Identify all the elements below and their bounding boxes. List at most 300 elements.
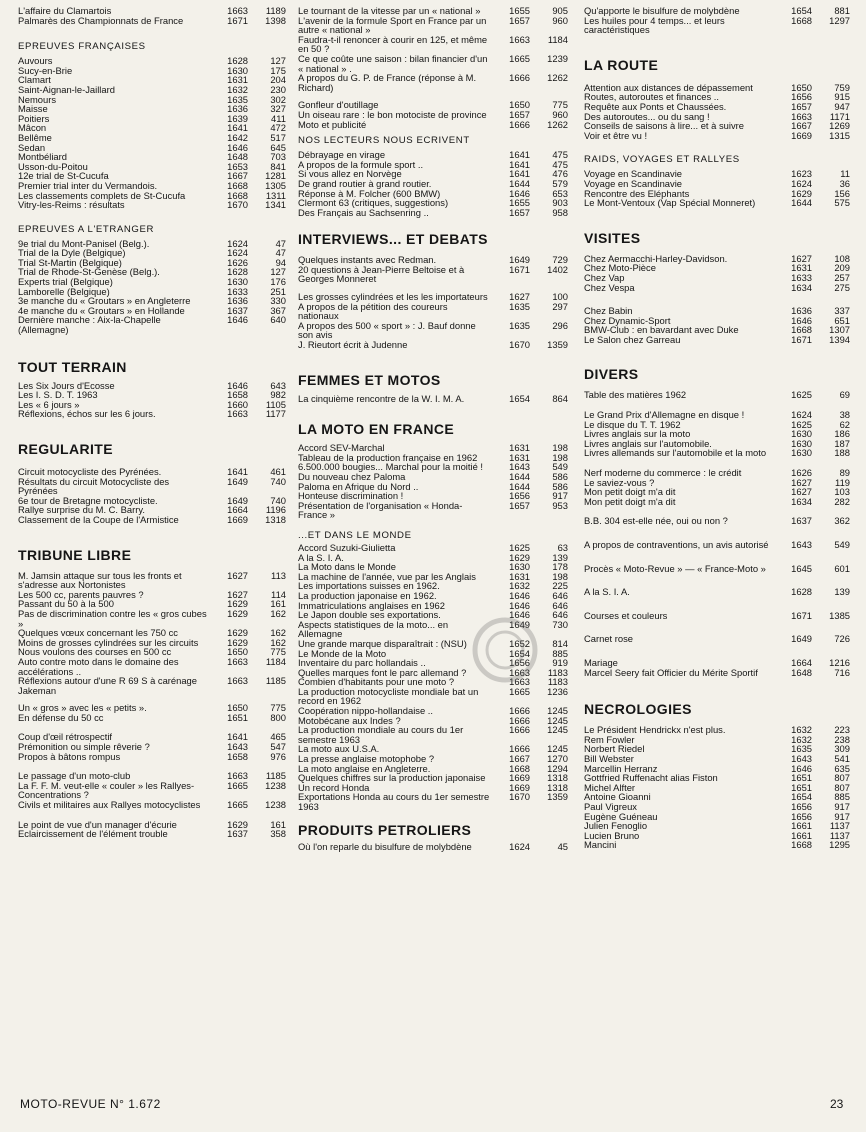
entry-title: 6e tour de Bretagne motocycliste.: [18, 494, 158, 506]
entry-page-number: 960: [552, 108, 568, 120]
entry-page-number: 917: [552, 490, 568, 502]
entry-page-number: 186: [834, 428, 850, 440]
entry-issue-number: 1641: [227, 466, 248, 477]
entry-page-number: 775: [270, 702, 286, 714]
entry-issue-number: 1646: [509, 609, 530, 621]
entry-title: Attention aux distances de dépassement: [584, 81, 753, 93]
entry-page-number: 1281: [265, 170, 286, 182]
section-heading: REGULARITE: [18, 441, 113, 457]
entry-issue-number: 1671: [791, 333, 812, 345]
index-entry: [298, 265, 568, 284]
entry-page-number: 1184: [547, 33, 568, 45]
entry-title: Routes, autoroutes et finances ..: [584, 91, 719, 103]
entry-issue-number: 1629: [227, 598, 248, 610]
index-entry: [298, 842, 568, 852]
spacer: [584, 140, 850, 154]
entry-page-number: 94: [275, 256, 286, 268]
entry-issue-number: 1646: [509, 187, 530, 199]
entry-title: Julien Fenoglio: [584, 820, 648, 832]
spacer: [298, 520, 568, 530]
entry-title: Rencontre des Eléphants: [584, 187, 690, 199]
entry-issue-number: 1642: [227, 131, 248, 143]
entry-issue-number: 1650: [227, 702, 248, 714]
entry-title: 12e trial de St-Cucufa: [18, 170, 109, 182]
entry-page-number: 275: [834, 281, 850, 293]
spacer: [584, 526, 850, 540]
entry-issue-number: 1635: [227, 93, 248, 105]
entry-title: Quelles marques font le parc allemand ?: [298, 666, 467, 678]
entry-page-number: 162: [270, 627, 286, 639]
entry-title: Tableau de la production française en 1962: [298, 451, 478, 463]
entry-issue-number: 1625: [791, 389, 812, 401]
entry-title: La moto anglaise en Angleterre.: [298, 762, 431, 774]
entry-page-number: 1398: [265, 14, 286, 26]
section-heading: NOS LECTEURS NOUS ECRIVENT: [298, 135, 470, 147]
entry-page-number: 905: [552, 5, 568, 16]
entry-issue-number: 1665: [509, 52, 530, 64]
entry-page-number: 1359: [547, 339, 568, 351]
entry-title: Le Président Hendrickx n'est plus.: [584, 724, 726, 736]
entry-page-number: 1341: [265, 199, 286, 211]
entry-page-number: 1385: [829, 609, 850, 621]
entry-title: Quelques vœux concernant les 750 cc: [18, 627, 178, 639]
entry-page-number: 579: [552, 177, 568, 189]
index-column-left: [18, 6, 286, 839]
entry-issue-number: 1650: [227, 646, 248, 658]
entry-page-number: 358: [270, 828, 286, 840]
entry-title: Livres allemands sur l'automobile et la moto: [584, 447, 767, 459]
entry-issue-number: 1663: [227, 675, 248, 687]
entry-page-number: 1359: [547, 791, 568, 803]
entry-title: Quelques instants avec Redman.: [298, 254, 437, 266]
index-entry: [584, 634, 850, 644]
entry-page-number: 1137: [829, 820, 850, 832]
entry-issue-number: 1629: [227, 636, 248, 648]
entry-title: A la S. I. A.: [584, 586, 630, 598]
entry-page-number: 645: [270, 141, 286, 153]
entry-issue-number: 1632: [791, 733, 812, 745]
entry-page-number: 1297: [829, 14, 850, 26]
spacer: [584, 597, 850, 611]
entry-page-number: 69: [839, 389, 850, 401]
entry-title: Nous voulons des courses en 500 cc: [18, 646, 172, 658]
entry-page-number: 198: [552, 451, 568, 463]
entry-issue-number: 1624: [791, 177, 812, 189]
entry-page-number: 807: [834, 772, 850, 784]
entry-issue-number: 1628: [227, 55, 248, 67]
spacer: [584, 644, 850, 658]
entry-issue-number: 1641: [227, 731, 248, 743]
index-entry: [584, 587, 850, 597]
entry-issue-number: 1663: [227, 770, 248, 782]
entry-title: Circuit motocycliste des Pyrénées.: [18, 466, 162, 477]
entry-page-number: 1245: [547, 724, 568, 736]
spacer: [584, 550, 850, 564]
entry-issue-number: 1641: [509, 149, 530, 161]
entry-title: 3e manche du « Groutars » en Angleterre: [18, 295, 191, 307]
entry-title: Les I. S. D. T. 1963: [18, 389, 98, 401]
entry-title: Sucy-en-Brie: [18, 64, 73, 76]
entry-page-number: 646: [552, 599, 568, 611]
entry-page-number: 586: [552, 480, 568, 492]
entry-title: La F. F. M. veut-elle « couler » les Rallyes-Concentrations ?: [18, 779, 195, 801]
entry-title: De grand routier à grand routier.: [298, 177, 432, 189]
entry-page-number: 204: [270, 74, 286, 86]
entry-issue-number: 1651: [791, 772, 812, 784]
entry-title: Classement de la Coupe de l'Armistice: [18, 513, 179, 525]
entry-issue-number: 1667: [227, 170, 248, 182]
entry-page-number: 1245: [547, 705, 568, 717]
entry-issue-number: 1630: [509, 561, 530, 573]
spacer: [18, 525, 286, 547]
index-entry: [18, 200, 286, 210]
entry-page-number: 730: [552, 618, 568, 630]
entry-title: Clermont 63 (critiques, suggestions): [298, 197, 449, 209]
spacer: [18, 25, 286, 41]
entry-title: Un oiseau rare : le bon motociste de province: [298, 108, 487, 120]
entry-page-number: 740: [270, 475, 286, 487]
entry-page-number: 1318: [547, 772, 568, 784]
entry-title: Chez Vap: [584, 271, 625, 283]
section-heading: LA ROUTE: [584, 56, 659, 73]
entry-page-number: 175: [270, 64, 286, 76]
entry-issue-number: 1657: [509, 499, 530, 511]
index-entry: [584, 131, 850, 141]
entry-page-number: 976: [270, 750, 286, 762]
entry-page-number: 1184: [265, 655, 286, 667]
entry-issue-number: 1637: [227, 304, 248, 316]
entry-title: Carnet rose: [584, 633, 633, 645]
entry-title: Moins de grosses cylindrées sur les circuits: [18, 636, 199, 648]
entry-issue-number: 1629: [791, 187, 812, 199]
entry-issue-number: 1665: [227, 779, 248, 791]
entry-title: Si vous allez en Norvège: [298, 168, 402, 180]
entry-page-number: 1236: [547, 685, 568, 697]
section-heading: FEMMES ET MOTOS: [298, 371, 441, 388]
entry-title: Voyage en Scandinavie: [584, 177, 682, 189]
entry-page-number: 230: [270, 83, 286, 95]
watermark-logo: [470, 614, 540, 686]
entry-issue-number: 1643: [791, 539, 812, 550]
index-entry: [298, 394, 568, 404]
index-entry: [584, 497, 850, 507]
entry-title: Accord Suzuki-Giulietta: [298, 541, 396, 553]
entry-page-number: 1105: [265, 398, 286, 410]
entry-title: L'affaire du Clamartois: [18, 5, 112, 16]
entry-issue-number: 1668: [227, 179, 248, 191]
index-entry: [584, 198, 850, 208]
entry-title: 20 questions à Jean-Pierre Beltoise et à Georges Monneret: [298, 263, 465, 285]
entry-page-number: 225: [552, 580, 568, 592]
entry-page-number: 643: [270, 379, 286, 391]
entry-issue-number: 1625: [791, 418, 812, 430]
entry-page-number: 807: [834, 781, 850, 793]
entry-page-number: 62: [839, 418, 850, 430]
entry-issue-number: 1639: [227, 112, 248, 124]
entry-page-number: 1311: [265, 189, 286, 201]
entry-title: Trial de la Dyle (Belgique): [18, 247, 126, 259]
entry-page-number: 139: [834, 586, 850, 598]
entry-title: Le point de vue d'un manager d'écurie: [18, 818, 177, 830]
page-number: 23: [830, 1097, 844, 1111]
entry-issue-number: 1630: [227, 276, 248, 288]
index-entry: [298, 120, 568, 130]
entry-issue-number: 1656: [791, 800, 812, 812]
entry-page-number: 257: [834, 271, 850, 283]
index-entry: [584, 611, 850, 621]
entry-title: Mariage: [584, 656, 618, 668]
entry-title: Débrayage en virage: [298, 149, 386, 161]
entry-title: Un « gros » avec les « petits ».: [18, 702, 147, 714]
entry-title: La production japonaise en 1962.: [298, 589, 437, 601]
entry-issue-number: 1663: [227, 5, 248, 16]
entry-title: Antoine Gioanni: [584, 791, 651, 803]
entry-title: Du nouveau chez Paloma: [298, 471, 406, 482]
section-heading: TOUT TERRAIN: [18, 358, 127, 375]
entry-page-number: 703: [270, 151, 286, 163]
magazine-issue-footer: MOTO-REVUE N° 1.672: [20, 1097, 161, 1111]
entry-issue-number: 1630: [227, 64, 248, 76]
entry-title: Les huiles pour 4 temps... et leurs caractéristiques: [584, 14, 725, 36]
entry-page-number: 917: [834, 810, 850, 822]
entry-title: A propos du G. P. de France (réponse à M. Richard): [298, 72, 477, 93]
entry-title: 6.500.000 bougies... Marchal pour la moitié !: [298, 461, 484, 473]
entry-title: BMW-Club : en bavardant avec Duke: [584, 324, 739, 336]
entry-title: Eclaircissement de l'élément trouble: [18, 828, 168, 840]
entry-issue-number: 1661: [791, 829, 812, 841]
entry-issue-number: 1668: [509, 762, 530, 774]
entry-title: Rallye surprise du M. C. Barry.: [18, 504, 145, 516]
entry-page-number: 575: [834, 197, 850, 209]
index-entry: [298, 725, 568, 744]
entry-title: Réflexions, échos sur les 6 jours.: [18, 408, 156, 420]
entry-page-number: 800: [270, 711, 286, 723]
entry-issue-number: 1658: [227, 750, 248, 762]
entry-issue-number: 1669: [227, 513, 248, 525]
entry-issue-number: 1657: [509, 206, 530, 218]
section-heading: EPREUVES A L'ETRANGER: [18, 223, 154, 235]
entry-page-number: 1295: [829, 839, 850, 851]
index-entry: [584, 335, 850, 345]
entry-page-number: 1245: [547, 714, 568, 726]
entry-page-number: 176: [270, 276, 286, 288]
entry-page-number: 327: [270, 103, 286, 115]
index-entry: [298, 16, 568, 35]
entry-title: Le Grand Prix d'Allemagne en disque !: [584, 409, 745, 421]
entry-title: Les Six Jours d'Ecosse: [18, 379, 115, 391]
entry-issue-number: 1669: [509, 781, 530, 793]
entry-title: Moto et publicité: [298, 118, 367, 130]
entry-issue-number: 1641: [509, 168, 530, 180]
entry-page-number: 472: [270, 122, 286, 134]
entry-title: Mancini: [584, 839, 617, 851]
entry-issue-number: 1636: [227, 103, 248, 115]
entry-title: Table des matières 1962: [584, 389, 687, 401]
spacer: [298, 812, 568, 822]
entry-issue-number: 1657: [509, 108, 530, 120]
entry-title: La presse anglaise motophobe ?: [298, 753, 435, 765]
entry-title: Requête aux Ponts et Chaussées.: [584, 100, 727, 112]
entry-title: Livres anglais sur l'automobile.: [584, 437, 712, 449]
entry-page-number: 465: [270, 731, 286, 743]
entry-title: Lamborelle (Belgique): [18, 285, 110, 297]
entry-page-number: 646: [552, 609, 568, 621]
entry-page-number: 1402: [547, 263, 568, 275]
entry-issue-number: 1671: [227, 14, 248, 26]
entry-page-number: 100: [552, 291, 568, 303]
entry-issue-number: 1649: [227, 494, 248, 506]
entry-title: Paul Vigreux: [584, 800, 637, 812]
entry-page-number: 1239: [547, 52, 568, 64]
entry-page-number: 917: [834, 800, 850, 812]
entry-title: La production motocycliste mondiale bat un record en 1962: [298, 685, 479, 707]
entry-issue-number: 1627: [509, 291, 530, 303]
entry-page-number: 139: [552, 551, 568, 563]
entry-issue-number: 1643: [791, 752, 812, 764]
entry-issue-number: 1629: [227, 818, 248, 830]
entry-page-number: 960: [552, 14, 568, 26]
entry-page-number: 1262: [547, 118, 568, 130]
section-heading: TRIBUNE LIBRE: [18, 546, 132, 563]
entry-issue-number: 1670: [509, 791, 530, 803]
entry-page-number: 729: [552, 254, 568, 266]
entry-issue-number: 1663: [227, 408, 248, 420]
entry-page-number: 156: [834, 187, 850, 199]
entry-issue-number: 1656: [791, 91, 812, 103]
spacer: [18, 335, 286, 359]
entry-page-number: 864: [552, 392, 568, 404]
entry-page-number: 547: [270, 741, 286, 753]
entry-issue-number: 1654: [509, 392, 530, 404]
entry-page-number: 1238: [265, 779, 286, 791]
index-entry: [298, 54, 568, 73]
entry-page-number: 188: [834, 447, 850, 459]
section-heading: INTERVIEWS... ET DEBATS: [298, 231, 488, 248]
entry-page-number: 251: [270, 285, 286, 297]
entry-page-number: 1137: [829, 829, 850, 841]
index-entry: [18, 409, 286, 419]
entry-page-number: 63: [557, 541, 568, 553]
entry-issue-number: 1668: [791, 324, 812, 336]
entry-title: Combien d'habitants pour une moto ?: [298, 676, 455, 688]
entry-page-number: 282: [834, 495, 850, 507]
entry-issue-number: 1664: [227, 504, 248, 516]
section-heading: NECROLOGIES: [584, 701, 692, 718]
index-entry: [584, 516, 850, 526]
entry-issue-number: 1649: [791, 633, 812, 645]
entry-issue-number: 1648: [791, 666, 812, 678]
entry-title: Inventaire du parc hollandais ..: [298, 657, 426, 669]
entry-issue-number: 1657: [509, 14, 530, 26]
entry-page-number: 1307: [829, 324, 850, 336]
index-entry: [298, 792, 568, 811]
entry-issue-number: 1666: [509, 72, 530, 84]
spacer: [298, 217, 568, 231]
entry-title: Rem Fowler: [584, 733, 635, 745]
entry-issue-number: 1646: [227, 141, 248, 153]
entry-page-number: 841: [270, 160, 286, 172]
entry-title: Les « 6 jours »: [18, 398, 80, 410]
entry-title: Chez Vespa: [584, 281, 635, 293]
entry-title: Ce que coûte une saison : bilan financier d'un « national » .: [298, 52, 488, 74]
entry-page-number: 1216: [829, 656, 850, 668]
entry-issue-number: 1667: [509, 753, 530, 765]
entry-issue-number: 1652: [509, 637, 530, 649]
entry-issue-number: 1636: [791, 305, 812, 317]
entry-title: Propos à bâtons rompus: [18, 750, 121, 762]
section-heading: RAIDS, VOYAGES ET RALLYES: [584, 154, 740, 166]
spacer: [18, 210, 286, 224]
index-entry: [18, 676, 286, 695]
entry-title: Livres anglais sur la moto: [584, 428, 691, 440]
entry-issue-number: 1631: [509, 442, 530, 454]
entry-title: La production mondiale au cours du 1er semestre 1963: [298, 724, 464, 745]
entry-page-number: 953: [552, 499, 568, 511]
entry-page-number: 297: [552, 300, 568, 312]
entry-issue-number: 1641: [227, 122, 248, 134]
entry-title: Immatriculations anglaises en 1962: [298, 599, 445, 611]
entry-page-number: 915: [834, 91, 850, 103]
entry-title: L'avenir de la formule Sport en France par un autre « national »: [298, 14, 487, 36]
entry-issue-number: 1660: [227, 398, 248, 410]
entry-page-number: 89: [839, 467, 850, 479]
entry-title: Motobécane aux Indes ?: [298, 714, 401, 726]
entry-title: Le Japon double ses exportations.: [298, 609, 441, 621]
entry-issue-number: 1655: [509, 197, 530, 209]
entry-title: Faudra-t-il renoncer à courir en 125, et même en 50 ?: [298, 33, 488, 55]
entry-page-number: 1394: [829, 333, 850, 345]
entry-issue-number: 1671: [791, 609, 812, 621]
entry-issue-number: 1654: [791, 5, 812, 16]
entry-page-number: 47: [275, 247, 286, 259]
entry-issue-number: 1623: [791, 168, 812, 180]
entry-page-number: 1318: [265, 513, 286, 525]
entry-issue-number: 1645: [791, 562, 812, 574]
index-entry: [18, 713, 286, 723]
entry-issue-number: 1646: [791, 314, 812, 326]
entry-page-number: 1318: [547, 781, 568, 793]
entry-title: Quelques chiffres sur la production japonaise: [298, 772, 486, 784]
entry-issue-number: 1635: [791, 743, 812, 755]
spacer: [584, 620, 850, 634]
entry-title: Chez Dynamic-Sport: [584, 314, 671, 326]
entry-page-number: 881: [834, 5, 850, 16]
entry-page-number: 635: [834, 762, 850, 774]
spacer: [584, 573, 850, 587]
entry-issue-number: 1630: [791, 437, 812, 449]
entry-page-number: 238: [834, 733, 850, 745]
entry-issue-number: 1627: [791, 486, 812, 498]
entry-title: Mon petit doigt m'a dit: [584, 495, 676, 507]
entry-issue-number: 1634: [791, 281, 812, 293]
entry-issue-number: 1671: [509, 263, 530, 275]
entry-title: Les classements complets de St-Cucufa: [18, 189, 186, 201]
entry-title: Auvours: [18, 55, 53, 67]
entry-issue-number: 1627: [227, 569, 248, 581]
entry-page-number: 162: [270, 636, 286, 648]
index-column-middle: [298, 6, 568, 851]
entry-title: Des Français au Sachsenring ..: [298, 206, 429, 218]
entry-issue-number: 1628: [791, 586, 812, 598]
entry-issue-number: 1626: [791, 467, 812, 479]
entry-title: B.B. 304 est-elle née, oui ou non ?: [584, 515, 728, 527]
index-entry: [584, 564, 850, 574]
entry-issue-number: 1629: [227, 607, 248, 619]
entry-title: Chez Moto-Pièce: [584, 262, 656, 274]
entry-issue-number: 1643: [509, 461, 530, 473]
entry-title: Des autoroutes... ou du sang !: [584, 110, 710, 122]
entry-page-number: 209: [834, 262, 850, 274]
